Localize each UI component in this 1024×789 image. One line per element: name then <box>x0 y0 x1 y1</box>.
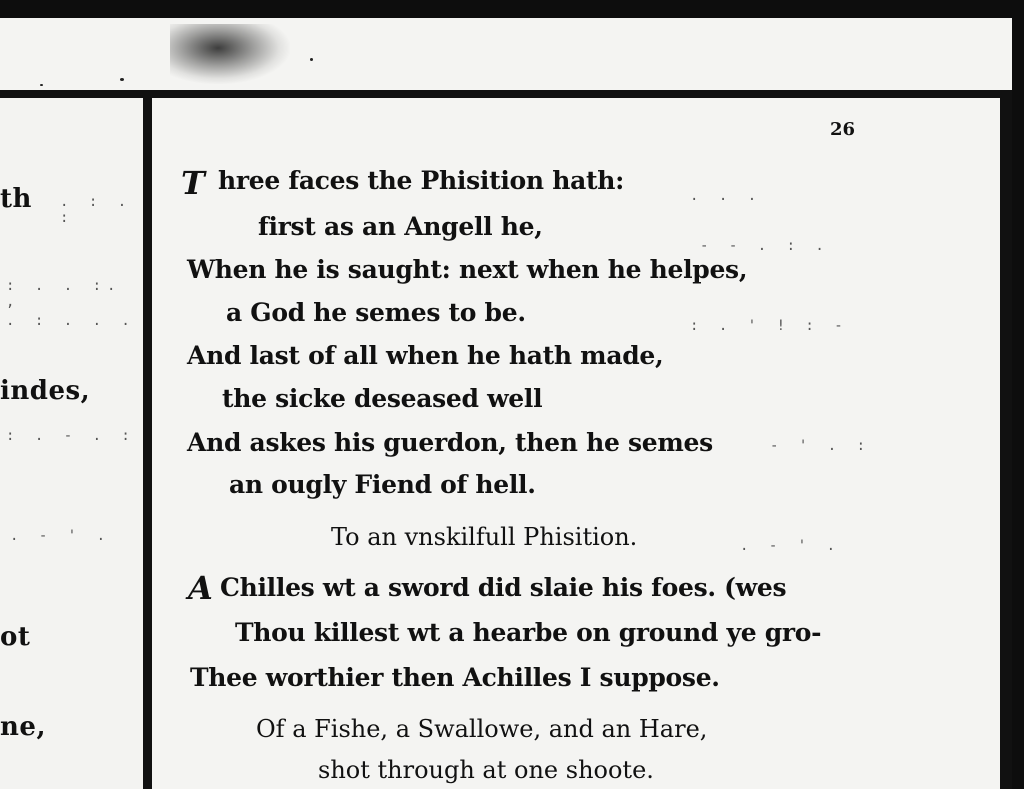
faded-text: . - ' . <box>740 538 842 554</box>
left-page-fragment: ot <box>0 622 31 652</box>
ink-blot <box>170 24 290 84</box>
faded-text: . . . <box>690 188 763 204</box>
faded-text: : . - . : <box>6 428 136 444</box>
verse-line-3: When he is saught: next when he helpes, <box>187 255 748 284</box>
left-page-fragment: indes, <box>0 376 91 406</box>
faded-text: . - ' . <box>10 528 112 544</box>
faded-text: - ' . : <box>770 438 872 454</box>
verse-line-10: Thou killest wt a hearbe on ground ye gro- <box>235 618 822 647</box>
verse-line-4: a God he semes to be. <box>226 298 526 327</box>
verse-line-8: an ougly Fiend of hell. <box>229 470 536 499</box>
faded-text: - - . : . <box>700 238 830 254</box>
photographed-screen <box>0 18 1012 789</box>
drop-cap-a: A <box>188 569 213 607</box>
section-heading-2-line-1: Of a Fishe, a Swallowe, and an Hare, <box>256 715 708 743</box>
verse-line-6: the sicke deseased well <box>222 384 543 413</box>
verse-line-1: hree faces the Phisition hath: <box>218 166 625 195</box>
faded-text: . : . : <box>60 194 133 226</box>
top-border-rule <box>0 90 1012 98</box>
left-page <box>0 98 143 789</box>
verse-line-7: And askes his guerdon, then he semes <box>187 428 713 457</box>
verse-line-2: first as an Angell he, <box>258 212 543 241</box>
verse-line-5: And last of all when he hath made, <box>187 341 664 370</box>
faded-text: . : . . . <box>6 313 136 329</box>
folio-number: 26 <box>830 119 856 140</box>
faded-text: : . . :. , <box>6 278 122 310</box>
verse-line-9: Chilles wt a sword did slaie his foes. (wes <box>220 573 787 602</box>
right-border-rule <box>1000 98 1012 789</box>
faded-text: : . ' ! : - <box>690 318 849 334</box>
ink-speck <box>40 84 43 86</box>
left-border-rule <box>143 98 152 789</box>
top-page-margin <box>0 18 1012 96</box>
section-heading-1: To an vnskilfull Phisition. <box>331 523 638 551</box>
left-page-fragment: th <box>0 184 32 214</box>
verse-line-11: Thee worthier then Achilles I suppose. <box>190 663 720 692</box>
drop-cap-t: T <box>181 164 205 202</box>
left-page-fragment: ne, <box>0 712 46 742</box>
section-heading-2-line-2: shot through at one shoote. <box>318 756 654 784</box>
ink-speck <box>120 78 124 81</box>
ink-speck <box>310 58 313 61</box>
